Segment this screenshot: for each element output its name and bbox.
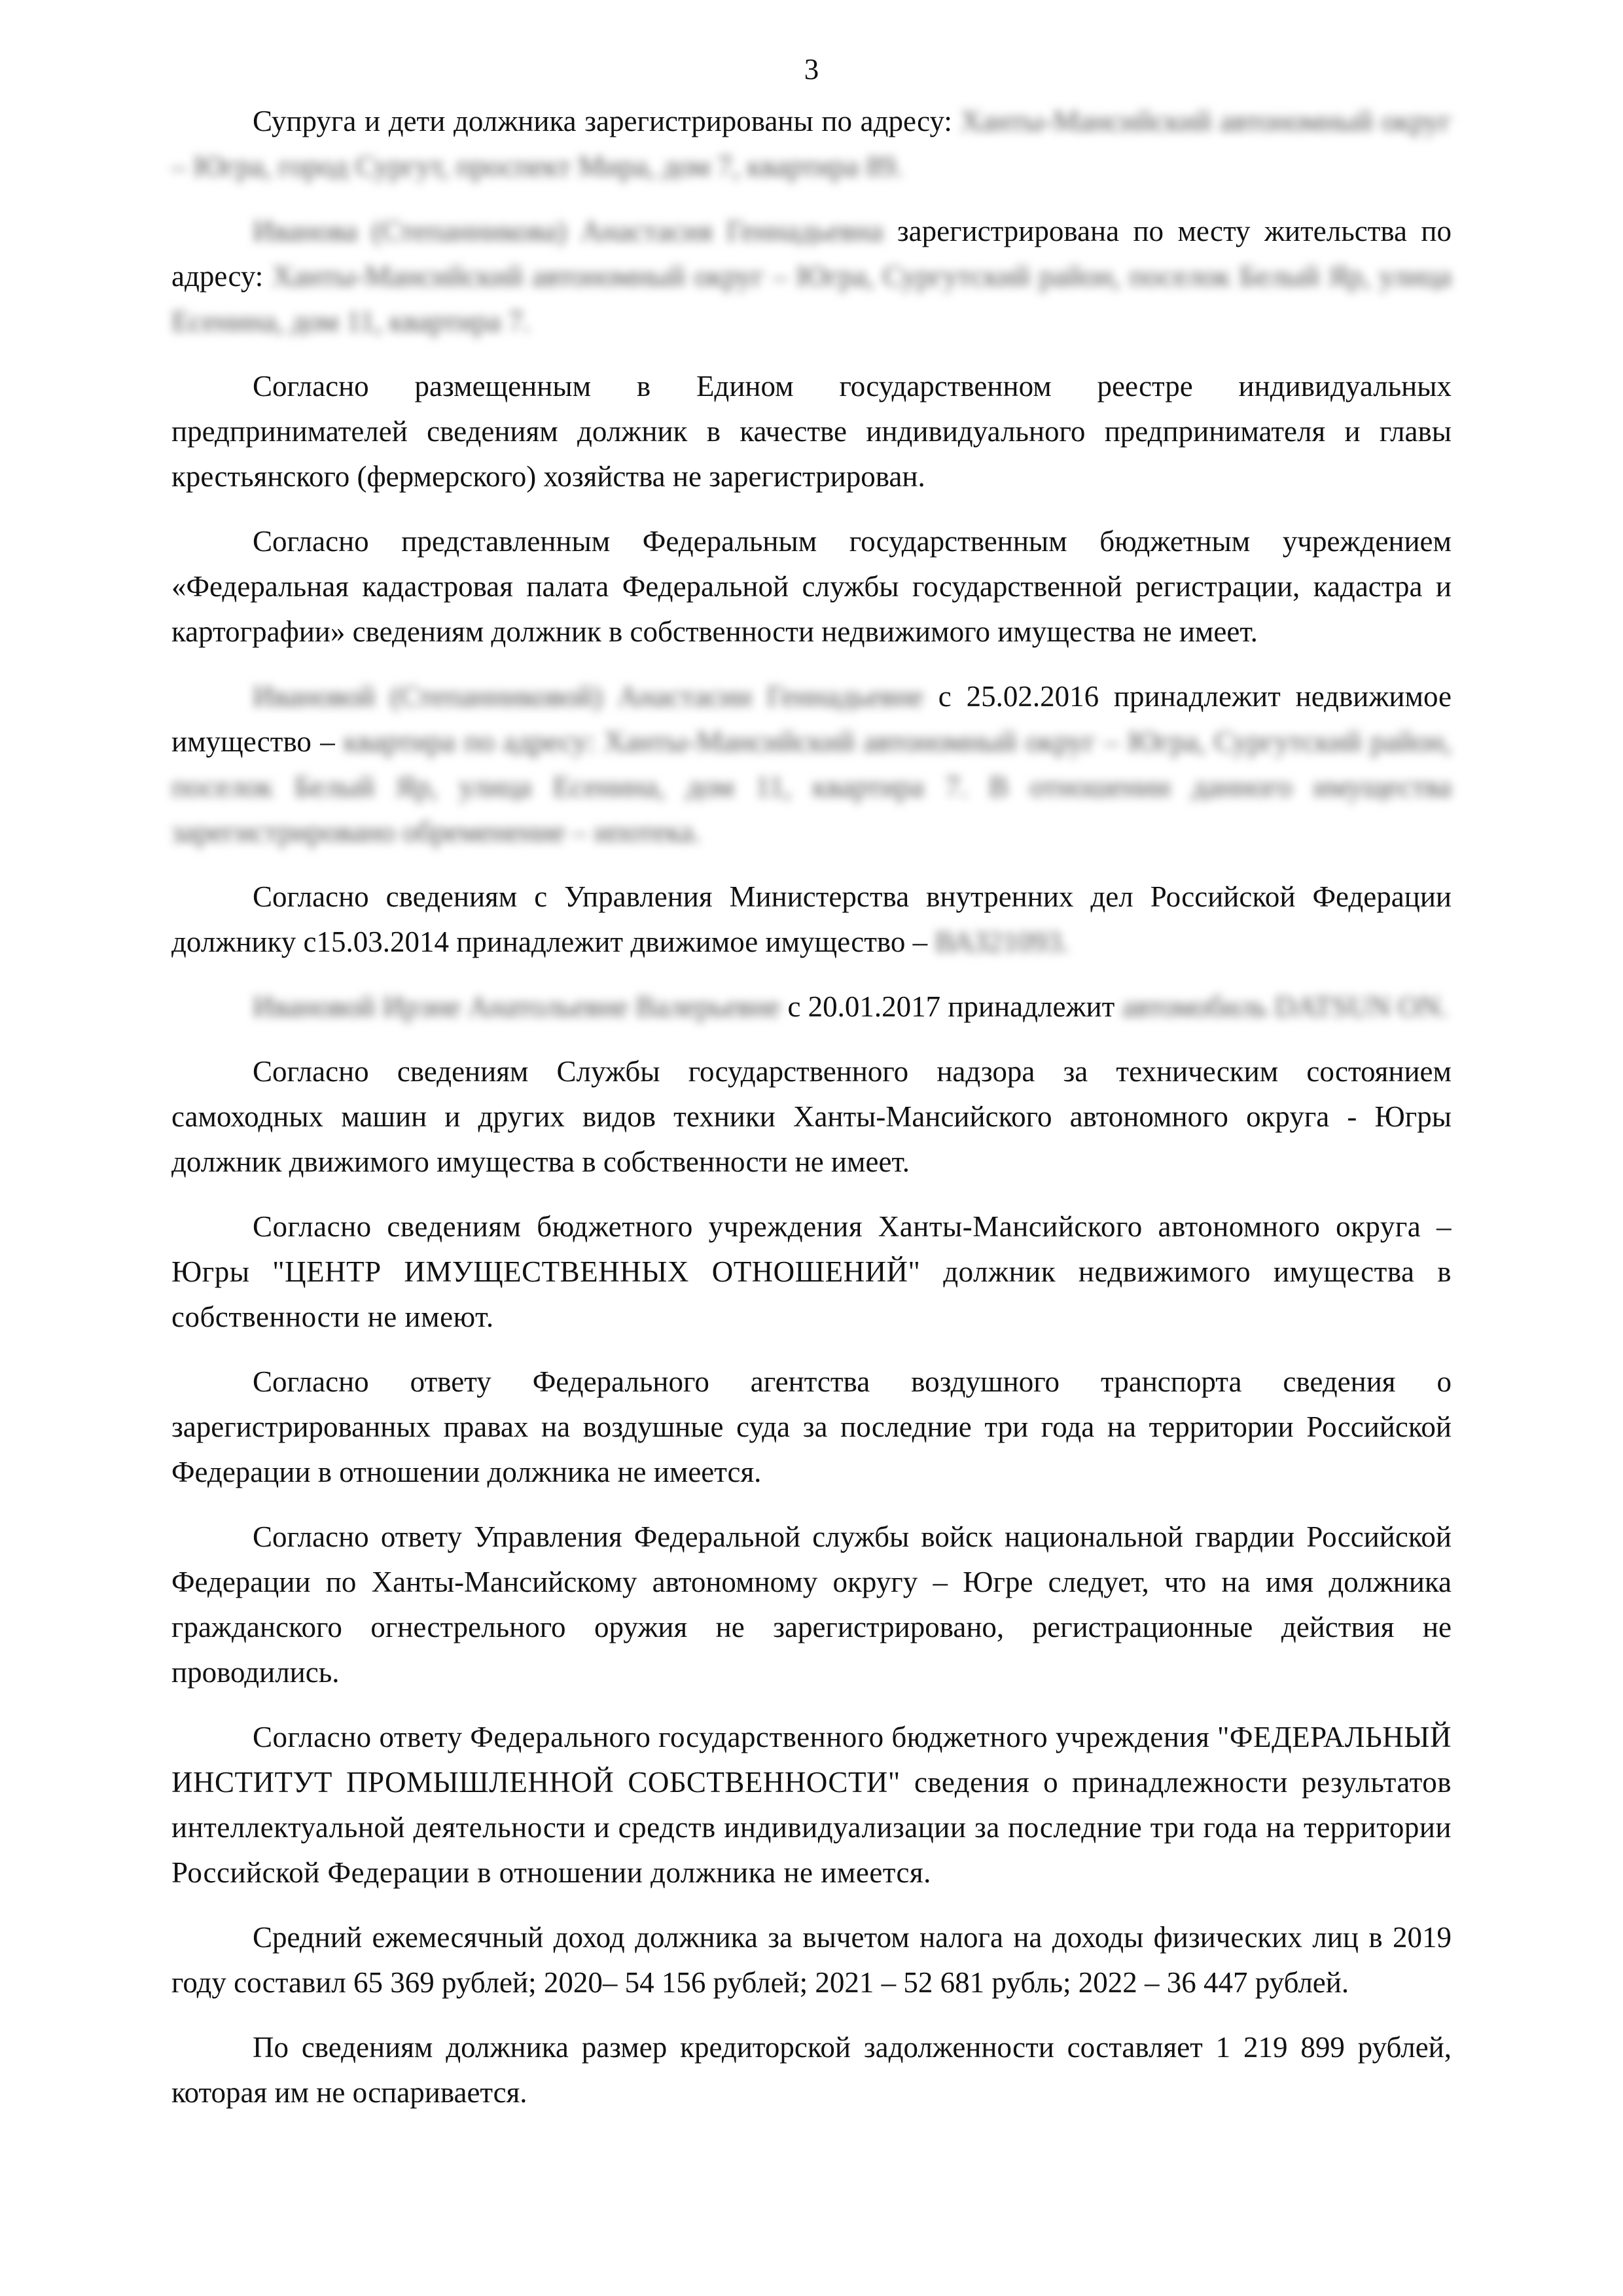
paragraph-debt: По сведениям должника размер кредиторской задолженности составляет 1 219 899 рублей, которая им не оспаривается. bbox=[171, 2031, 1452, 2109]
paragraph-cadastre: Согласно представленным Федеральным государственным бюджетным учреждением «Федеральная кадастровая палата Федеральной службы государственной регистрации, кадастра и картографии» сведениям должник в собственности недвижимого имущества не имеет. bbox=[171, 525, 1452, 648]
redacted-vehicle: автомобиль DATSUN ON. bbox=[1122, 990, 1448, 1023]
paragraph-text: с 20.01.2017 принадлежит bbox=[787, 990, 1115, 1023]
paragraph-spouse-real-estate bbox=[171, 674, 1452, 855]
redacted-property: квартира по адресу: Ханты-Мансийский автономный округ – Югра, Сургутский район, поселок Белый Яр, улица Есенина, дом 11, квартира 7. В отношении данного имущества зарегистрировано обременение – ипотека. bbox=[171, 725, 1452, 848]
redacted-name: Ивановой Ирэне Анатольевне Валерьевне bbox=[253, 990, 781, 1023]
redacted-vehicle: ВАЗ21093. bbox=[935, 925, 1069, 958]
paragraph-third-party-vehicle bbox=[171, 984, 1452, 1030]
paragraph-family-registration bbox=[171, 99, 1452, 189]
paragraph-text: Супруга и дети должника зарегистрированы по адресу: bbox=[253, 105, 952, 137]
redacted-name: Ивановой (Степанниковой) Анастасии Геннадьевне bbox=[253, 680, 923, 713]
redacted-name: Иванова (Степанникова) Анастасия Геннадьевна bbox=[253, 215, 883, 247]
paragraph-property-center: Согласно сведениям бюджетного учреждения Ханты-Мансийского автономного округа – Югры "ЦЕНТР ИМУЩЕСТВЕННЫХ ОТНОШЕНИЙ" должник недвижимого имущества в собственности не имеют. bbox=[171, 1210, 1452, 1333]
paragraph-spouse-registration bbox=[171, 209, 1452, 344]
paragraph-mvd-vehicle bbox=[171, 874, 1452, 965]
paragraph-text: Согласно сведениям с Управления Министерства внутренних дел Российской Федерации должнику с15.03.2014 принадлежит движимое имущество – bbox=[171, 880, 1452, 958]
redacted-address: Ханты-Мансийский автономный округ – Югра, город Сургут, проспект Мира, дом 7, квартира 89. bbox=[171, 105, 1452, 183]
paragraph-fips: Согласно ответу Федерального государственного бюджетного учреждения "ФЕДЕРАЛЬНЫЙ ИНСТИТУТ ПРОМЫШЛЕННОЙ СОБСТВЕННОСТИ" сведения о принадлежности результатов интеллектуальной деятельности и средств индивидуализации за последние три года на территории Российской Федерации в отношении должника не имеется. bbox=[171, 1721, 1452, 1889]
paragraph-text: с 25.02.2016 принадлежит недвижимое имущество – bbox=[171, 680, 1452, 758]
page-number: 3 bbox=[804, 53, 819, 86]
paragraph-aviation: Согласно ответу Федерального агентства воздушного транспорта сведения о зарегистрированных правах на воздушные суда за последние три года на территории Российской Федерации в отношении должника не имеется. bbox=[171, 1365, 1452, 1488]
paragraph-text: зарегистрирована по месту жительства по адресу: bbox=[171, 215, 1452, 293]
paragraph-rosgvardia: Согласно ответу Управления Федеральной службы войск национальной гвардии Российской Федерации по Ханты-Мансийскому автономному округу – Югре следует, что на имя должника гражданского огнестрельного оружия не зарегистрировано, регистрационные действия не проводились. bbox=[171, 1520, 1452, 1689]
redacted-address: Ханты-Мансийский автономный округ – Югра, Сургутский район, поселок Белый Яр, улица Есенина, дом 11, квартира 7. bbox=[171, 260, 1452, 338]
paragraph-egrip: Согласно размещенным в Едином государственном реестре индивидуальных предпринимателей сведениям должник в качестве индивидуального предпринимателя и главы крестьянского (фермерского) хозяйства не зарегистрирован. bbox=[171, 370, 1452, 493]
paragraph-gostekhnadzor: Согласно сведениям Службы государственного надзора за техническим состоянием самоходных машин и других видов техники Ханты-Мансийского автономного округа - Югры должник движимого имущества в собственности не имеет. bbox=[171, 1055, 1452, 1178]
paragraph-income: Средний ежемесячный доход должника за вычетом налога на доходы физических лиц в 2019 году составил 65 369 рублей; 2020– 54 156 рублей; 2021 – 52 681 рубль; 2022 – 36 447 рублей. bbox=[171, 1921, 1452, 1999]
